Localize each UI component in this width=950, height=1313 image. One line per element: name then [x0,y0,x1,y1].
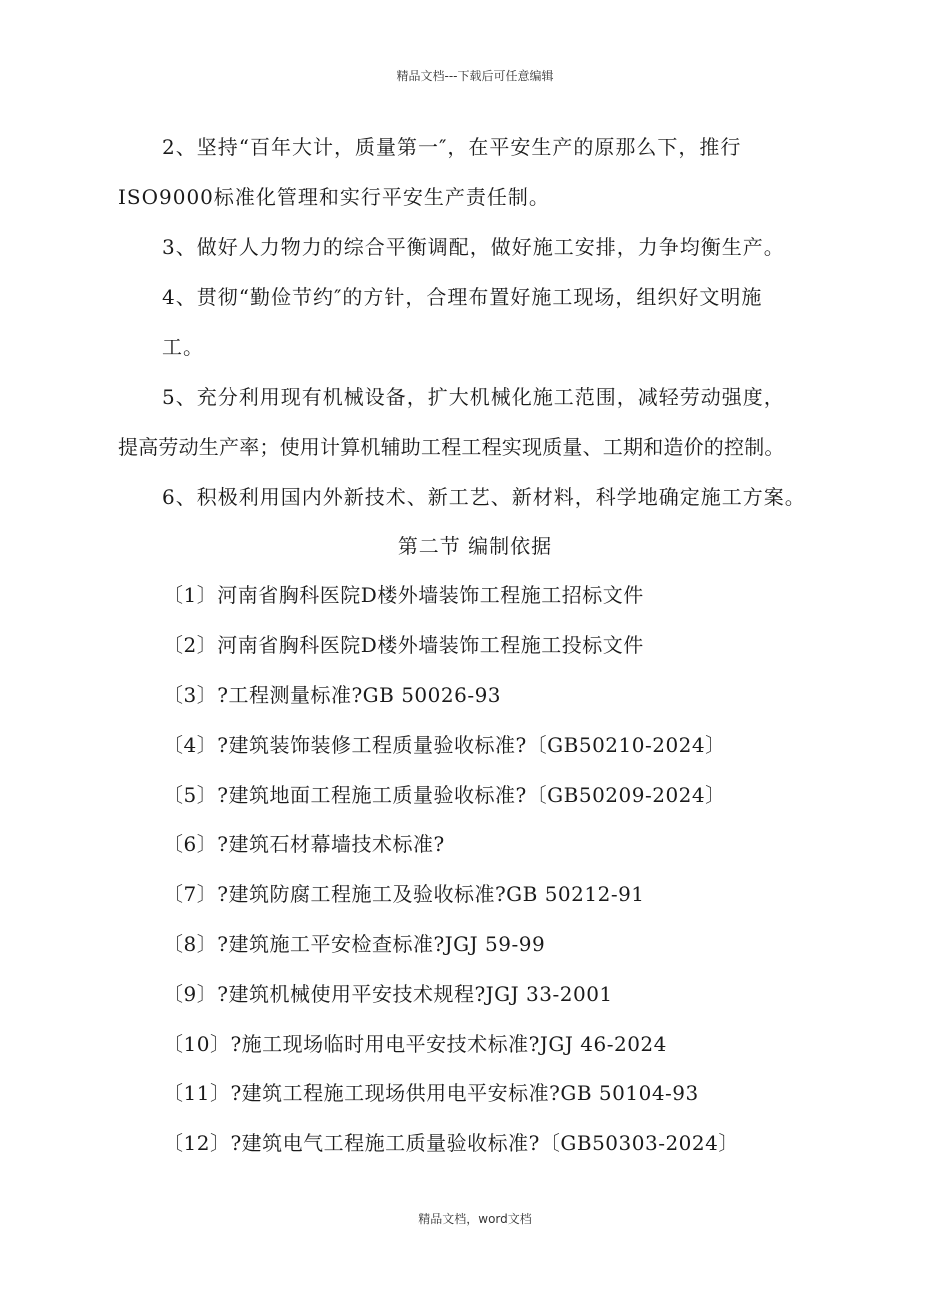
paragraph-2-line-1: 2、坚持“百年大计，质量第一″，在平安生产的原那么下，推行 [162,135,742,159]
reference-item: 〔1〕河南省胸科医院D楼外墙装饰工程施工招标文件 [163,583,644,607]
paragraph-4-line-2: 工。 [162,335,204,359]
page-header: 精品文档---下载后可任意编辑 [396,69,554,83]
page-footer: 精品文档，word文档 [418,1212,532,1226]
reference-item: 〔3〕?工程测量标准?GB 50026-93 [163,683,502,707]
reference-item: 〔9〕?建筑机械使用平安技术规程?JGJ 33-2001 [163,982,613,1006]
reference-item: 〔10〕?施工现场临时用电平安技术标准?JGJ 46-2024 [163,1032,667,1056]
reference-item: 〔8〕?建筑施工平安检查标准?JGJ 59-99 [163,932,546,956]
paragraph-5-line-2: 提高劳动生产率；使用计算机辅助工程工程实现质量、工期和造价的控制。 [118,435,785,459]
paragraph-5-line-1: 5、充分利用现有机械设备，扩大机械化施工范围，减轻劳动强度， [162,385,785,409]
reference-item: 〔7〕?建筑防腐工程施工及验收标准?GB 50212-91 [163,882,645,906]
paragraph-6: 6、积极利用国内外新技术、新工艺、新材料，科学地确定施工方案。 [162,485,806,509]
reference-item: 〔12〕?建筑电气工程施工质量验收标准?〔GB50303-2024〕 [163,1131,739,1155]
reference-item: 〔2〕河南省胸科医院D楼外墙装饰工程施工投标文件 [163,633,644,657]
paragraph-3: 3、做好人力物力的综合平衡调配，做好施工安排，力争均衡生产。 [162,235,785,259]
reference-item: 〔6〕?建筑石材幕墙技术标准? [163,832,445,856]
paragraph-4-line-1: 4、贯彻“勤俭节约″的方针，合理布置好施工现场，组织好文明施 [162,285,763,309]
reference-item: 〔5〕?建筑地面工程施工质量验收标准?〔GB50209-2024〕 [163,783,726,807]
section-title: 第二节 编制依据 [397,534,553,558]
reference-item: 〔11〕?建筑工程施工现场供用电平安标准?GB 50104-93 [163,1081,699,1105]
reference-item: 〔4〕?建筑装饰装修工程质量验收标准?〔GB50210-2024〕 [163,733,726,757]
paragraph-2-line-2: ISO9000标准化管理和实行平安生产责任制。 [118,185,550,209]
